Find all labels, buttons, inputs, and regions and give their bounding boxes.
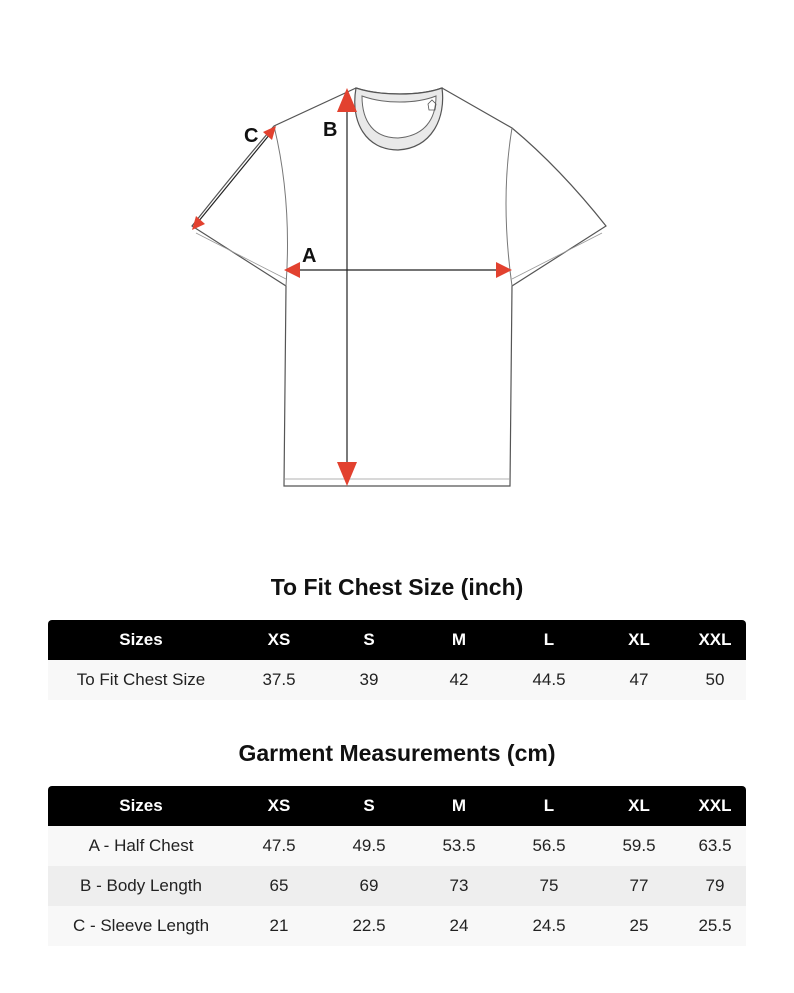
table-cell: 47.5 xyxy=(234,826,324,866)
table-cell: 25 xyxy=(594,906,684,946)
dimension-b-label: B xyxy=(323,119,338,141)
table-cell: 56.5 xyxy=(504,826,594,866)
table-cell: 69 xyxy=(324,866,414,906)
header-sizes: Sizes xyxy=(48,620,234,660)
table-cell: 77 xyxy=(594,866,684,906)
table-cell: 47 xyxy=(594,660,684,700)
table-row xyxy=(48,660,746,700)
table-cell: 22.5 xyxy=(324,906,414,946)
table-header-row xyxy=(48,620,746,660)
table-cell: 59.5 xyxy=(594,826,684,866)
table-cell: 65 xyxy=(234,866,324,906)
row-label: To Fit Chest Size xyxy=(48,660,234,700)
header-size-xs: XS xyxy=(234,620,324,660)
header-size-l: L xyxy=(504,620,594,660)
table-cell: 79 xyxy=(684,866,746,906)
garment-measurements-title: Garment Measurements (cm) xyxy=(238,740,556,766)
header-size-xl: XL xyxy=(594,620,684,660)
table-cell: 75 xyxy=(504,866,594,906)
dimension-a-label: A xyxy=(302,245,317,267)
table-cell: 53.5 xyxy=(414,826,504,866)
table-cell: 50 xyxy=(684,660,746,700)
dimension-c-label: C xyxy=(244,125,259,147)
row-label: B - Body Length xyxy=(48,866,234,906)
table-cell: 37.5 xyxy=(234,660,324,700)
table-row xyxy=(48,906,746,946)
chest-size-title: To Fit Chest Size (inch) xyxy=(270,574,524,600)
table-cell: 73 xyxy=(414,866,504,906)
header-size-m: M xyxy=(414,620,504,660)
header-size-m: M xyxy=(414,786,504,826)
table-row xyxy=(48,826,746,866)
garment-measurements-table xyxy=(48,786,746,946)
table-header-row xyxy=(48,786,746,826)
header-size-xs: XS xyxy=(234,786,324,826)
header-size-xxl: XXL xyxy=(684,786,746,826)
table-cell: 49.5 xyxy=(324,826,414,866)
table-cell: 42 xyxy=(414,660,504,700)
table-cell: 44.5 xyxy=(504,660,594,700)
table-cell: 24 xyxy=(414,906,504,946)
header-size-xl: XL xyxy=(594,786,684,826)
table-cell: 24.5 xyxy=(504,906,594,946)
table-row xyxy=(48,866,746,906)
header-size-s: S xyxy=(324,620,414,660)
header-size-xxl: XXL xyxy=(684,620,746,660)
chest-size-table xyxy=(48,620,746,700)
header-size-s: S xyxy=(324,786,414,826)
table-cell: 21 xyxy=(234,906,324,946)
table-cell: 25.5 xyxy=(684,906,746,946)
table-cell: 63.5 xyxy=(684,826,746,866)
header-size-l: L xyxy=(504,786,594,826)
row-label: C - Sleeve Length xyxy=(48,906,234,946)
row-label: A - Half Chest xyxy=(48,826,234,866)
table-cell: 39 xyxy=(324,660,414,700)
header-sizes: Sizes xyxy=(48,786,234,826)
